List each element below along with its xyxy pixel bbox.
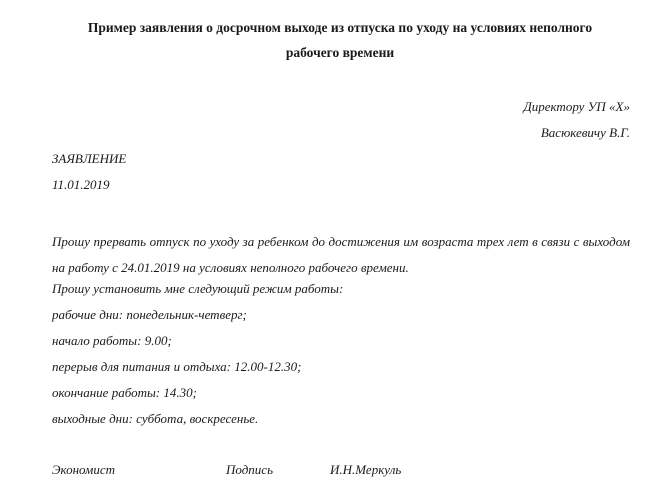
days-off: выходные дни: суббота, воскресенье.	[52, 411, 259, 426]
schedule-intro: Прошу установить мне следующий режим работы:	[52, 281, 344, 296]
request-paragraph: Прошу прервать отпуск по уходу за ребенком до достижения им возраста трех лет в связи с выходом на работу с 24.01.2019 на условиях неполного рабочего времени.	[52, 234, 630, 275]
end-time: окончание работы: 14.30;	[52, 385, 197, 400]
document-heading-line1: Пример заявления о досрочном выходе из отпуска по уходу на условиях неполного	[87, 20, 593, 35]
addressee-position: Директору УП «Х»	[523, 99, 630, 114]
signer-name: И.Н.Меркуль	[330, 462, 402, 477]
start-time: начало работы: 9.00;	[52, 333, 172, 348]
document-heading-line2: рабочего времени	[285, 45, 395, 60]
signer-position: Экономист	[52, 462, 116, 477]
application-date: 11.01.2019	[52, 177, 110, 192]
working-days: рабочие дни: понедельник-четверг;	[52, 307, 247, 322]
signature-label: Подпись	[226, 462, 273, 477]
break-time: перерыв для питания и отдыха: 12.00-12.30;	[52, 359, 302, 374]
addressee-name: Васюкевичу В.Г.	[540, 125, 630, 140]
application-title: ЗАЯВЛЕНИЕ	[52, 151, 127, 166]
